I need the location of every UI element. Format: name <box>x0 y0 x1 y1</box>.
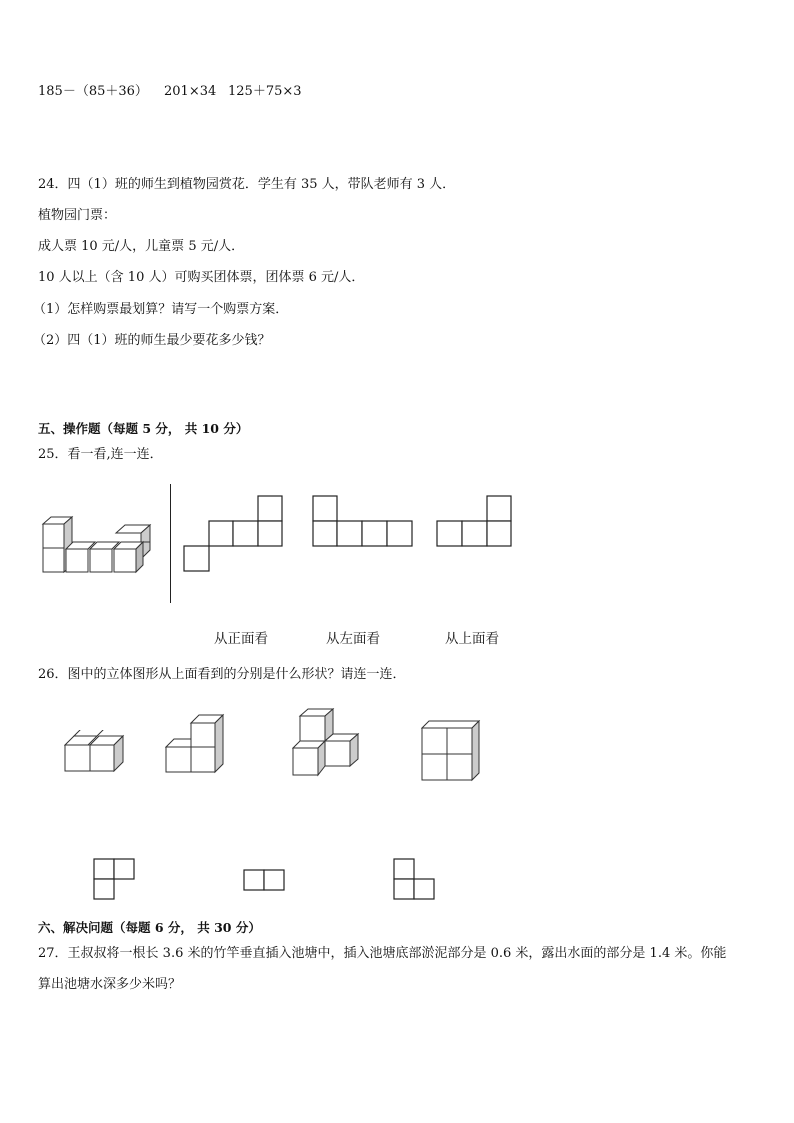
expression-3: 125＋75×3 <box>228 84 302 99</box>
q26-top-view-a <box>93 858 137 902</box>
question-24-part-1: （1）怎样购票最划算？请写一个购票方案． <box>33 302 289 317</box>
expression-1: 185－（85＋36） <box>38 84 148 99</box>
question-24-part-2: （2）四（1）班的师生最少要花多少钱？ <box>33 333 271 348</box>
q25-view-option-b <box>312 495 414 549</box>
q26-top-view-b <box>243 869 287 891</box>
expression-2: 201×34 <box>164 84 217 99</box>
question-24-line-1: 植物园门票： <box>38 208 117 223</box>
question-24-stem: 24．四（1）班的师生到植物园赏花．学生有 35 人，带队老师有 3 人． <box>38 177 456 192</box>
q26-top-view-c <box>393 858 437 902</box>
q26-solid-4 <box>421 720 483 782</box>
caption-front-view: 从正面看 <box>214 631 268 647</box>
q26-solid-1 <box>64 730 126 772</box>
caption-left-view: 从左面看 <box>326 631 380 647</box>
section-6-title: 六、解决问题（每题 6 分， 共 30 分） <box>38 920 261 935</box>
question-24-line-2: 成人票 10 元/人，儿童票 5 元/人． <box>38 239 245 254</box>
q25-view-option-a <box>183 495 285 573</box>
q25-solid-figure <box>40 515 158 575</box>
question-26-stem: 26．图中的立体图形从上面看到的分别是什么形状？请连一连． <box>38 667 406 682</box>
question-25-stem: 25．看一看,连一连． <box>38 447 163 462</box>
q25-view-option-c <box>436 495 514 549</box>
vertical-divider <box>170 484 171 603</box>
q26-solid-3 <box>292 708 362 778</box>
caption-top-view: 从上面看 <box>445 631 499 647</box>
question-24-line-3: 10 人以上（含 10 人）可购买团体票，团体票 6 元/人． <box>38 270 365 285</box>
q26-solid-2 <box>165 713 227 775</box>
section-5-title: 五、操作题（每题 5 分， 共 10 分） <box>38 421 249 436</box>
question-27-line-2: 算出池塘水深多少米吗？ <box>38 977 182 992</box>
question-27-line-1: 27．王叔叔将一根长 3.6 米的竹竿垂直插入池塘中，插入池塘底部淤泥部分是 0.6 米，露出水面的部分是 1.4 米。你能 <box>38 946 727 961</box>
